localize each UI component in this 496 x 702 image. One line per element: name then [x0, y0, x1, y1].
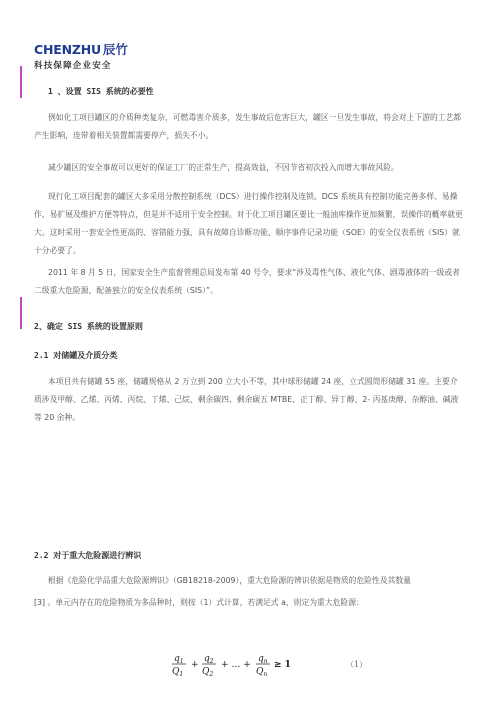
- paragraph: [34, 264, 464, 300]
- section-1-heading: 1 、设置 SIS 系统的必要性: [48, 87, 154, 96]
- logo-tagline: 科技保障企业安全: [34, 61, 112, 71]
- paragraph-text: 2011 年 8 月 5 日，国家安全生产监督管理总局发布第 40 号令，要求“涉及毒性气体、液化气体、剧毒液体的一级或者二级重大危险源，配备独立的安全仪表系统（SIS）”。: [34, 268, 460, 295]
- subsection-2-2-heading: 2.2 对于重大危险源进行辨识: [34, 551, 142, 560]
- paragraph: [34, 594, 464, 612]
- formula-denominator-1: $Q_1$: [172, 667, 184, 678]
- paragraph-text: 根据《危险化学品重大危险源辨识》（GB18218-2009），重大危险源的辨识依据是物质的危险性及其数量: [48, 576, 411, 585]
- formula-denominator-2: $Q_2$: [202, 667, 214, 678]
- paragraph: [34, 373, 464, 427]
- paragraph-text: 本项目共有储罐 55 座，储罐规格从 2 万立到 200 立大小不等，其中球形储罐 24 座，立式圆筒形储罐 31 座。主要介质涉及甲醇、乙烯、丙烯、丙烷、丁烯、己烷、剩余碳四、剩余碳五 MTBE、正丁醇、异丁醇、2- 丙基庚醇、杂醇油、碱液等 20 余种。: [34, 377, 459, 422]
- hazard-formula: [166, 649, 416, 679]
- subsection-2-1-heading: 2.1 对储罐及介质分类: [34, 351, 118, 360]
- company-logo: [34, 40, 144, 70]
- formula-ge-one: ≥ 1: [274, 660, 291, 670]
- formula-numerator-1: $q_1$: [174, 654, 184, 665]
- paragraph-text: [3] 。单元内存在的危险物质为多品种时，则按（1）式计算，若满足式 a，则定为重大危险源：: [34, 598, 364, 607]
- paragraph: [34, 572, 464, 590]
- logo-brand-cn: 辰竹: [102, 42, 128, 57]
- formula-denominator-n: $Q_n$: [256, 667, 268, 678]
- section-1-accent-bar: [20, 66, 22, 98]
- paragraph: [34, 159, 464, 177]
- paragraph-text: 现行化工项目配套的罐区大多采用分散控制系统（DCS）进行操作控制及连锁。DCS 系统具有控制功能完善多样、易操作、易扩展及维护方便等特点，但是并不适用于安全控制。对于化工项目罐区要比一般油库操作更加频繁，误操作的概率就更大。这时采用一套安全性更高的、容错能力强、具有故障自诊断功能、顺序事件记录功能（SOE）的安全仪表系统（SIS）就十分必要了。: [34, 192, 463, 255]
- formula-ellipsis: + … +: [221, 660, 251, 670]
- paragraph: [34, 109, 464, 145]
- logo-brand-en: CHENZHU: [34, 41, 101, 57]
- section-2-accent-bar: [20, 297, 22, 329]
- formula-equation-number: （1）: [346, 660, 368, 669]
- formula-plus: +: [191, 660, 199, 670]
- paragraph: [34, 188, 464, 260]
- paragraph-text: 例如化工项目罐区的介质种类复杂，可燃毒害介质多，发生事故后危害巨大，罐区一旦发生事故，将会对上下游的工艺都产生影响，连带着相关装置都需要停产，损失不小。: [34, 113, 462, 140]
- paragraph-text: 减少罐区的安全事故可以更好的保证工厂的正常生产，提高效益，不因节省初次投入而增大事故风险。: [48, 163, 399, 172]
- formula-numerator-2: $q_2$: [204, 654, 214, 665]
- formula-numerator-n: $q_n$: [258, 654, 268, 665]
- section-2-heading: 2、确定 SIS 系统的设置原则: [34, 322, 143, 331]
